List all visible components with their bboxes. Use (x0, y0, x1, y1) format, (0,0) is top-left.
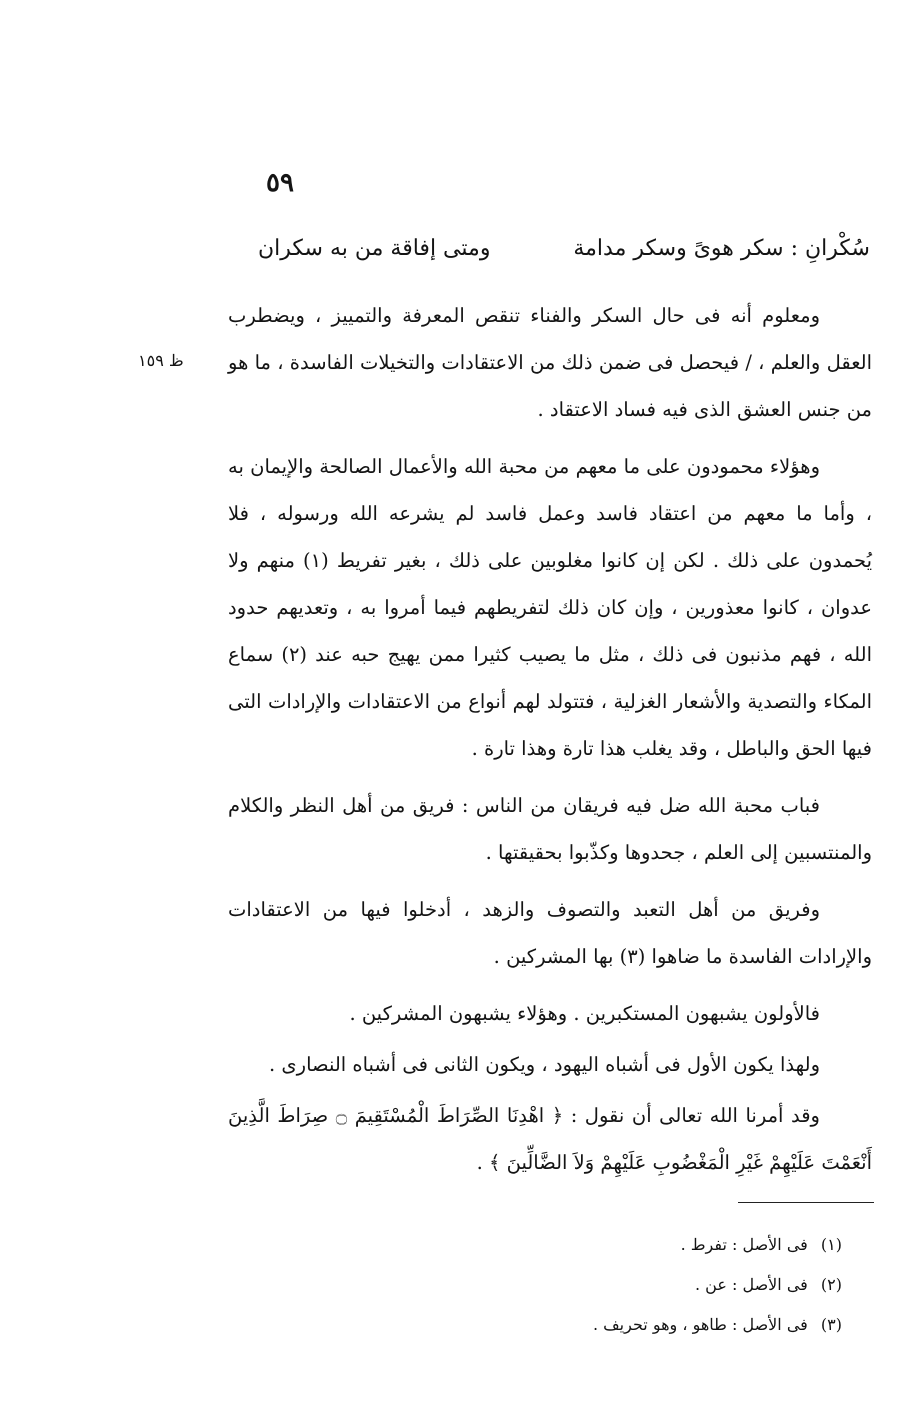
footnotes (300, 1228, 842, 1348)
paragraph: وقد أمرنا الله تعالى أن نقول : ﴿ اهْدِنَا الصِّرَاطَ الْمُسْتَقِيمَ ۝ صِرَاطَ الَّذِينَ أَنْعَمْتَ عَلَيْهِمْ غَيْرِ الْمَغْضُوبِ عَلَيْهِمْ وَلاَ الضَّالِّينَ ﴾ . (228, 1104, 872, 1174)
footnote-number: (٢) (820, 1275, 842, 1294)
footnote (300, 1268, 842, 1308)
paragraph: فالأولون يشبهون المستكبرين . وهؤلاء يشبهون المشركين . (349, 1002, 820, 1025)
paragraph: ومعلوم أنه فى حال السكر والفناء تنقص المعرفة والتمييز ، ويضطرب العقل والعلم ، / فيحصل فى ضمن ذلك من الاعتقادات والتخيلات الفاسدة ، ما هو من جنس العشق الذى فيه فساد الاعتقاد . (228, 304, 872, 421)
paragraph: ولهذا يكون الأول فى أشباه اليهود ، ويكون الثانى فى أشباه النصارى . (269, 1053, 820, 1076)
footnote-text: فى الأصل : عن . (695, 1275, 808, 1294)
footnote (300, 1308, 842, 1348)
footnote (300, 1228, 842, 1268)
footnote-text: فى الأصل : طاهو ، وهو تحريف . (592, 1315, 808, 1334)
footnote-text: فى الأصل : تفرط . (680, 1235, 808, 1254)
paragraph: وفريق من أهل التعبد والتصوف والزهد ، أدخلوا فيها من الاعتقادات والإرادات الفاسدة ما ضاهوا (٣) بها المشركين . (228, 898, 872, 968)
poetry-verse (240, 236, 870, 276)
main-text (228, 292, 872, 1196)
paragraph: وهؤلاء محمودون على ما معهم من محبة الله والأعمال الصالحة والإيمان به ، وأما ما معهم من اعتقاد فاسد وعمل فاسد لم يشرعه الله ورسوله ، فلا يُحمدون على ذلك . لكن إن كانوا مغلوبين على ذلك ، بغير تفريط (١) منهم ولا عدوان ، كانوا معذورين ، وإن كان ذلك لتفريطهم فيما أمروا به ، وتعديهم حدود الله ، فهم مذنبون فى ذلك ، مثل ما يصيب كثيرا ممن يهيج حبه عند (٢) سماع المكاء والتصدية والأشعار الغزلية ، فتتولد لهم أنواع من الاعتقادات والإرادات التى فيها الحق والباطل ، وقد يغلب هذا تارة وهذا تارة . (228, 455, 872, 760)
footnote-divider (738, 1202, 874, 1203)
verse-second-hemistich: ومتى إفاقة من به سكران (258, 236, 491, 261)
paragraph: فباب محبة الله ضل فيه فريقان من الناس : فريق من أهل النظر والكلام والمنتسبين إلى العلم ، جحدوها وكذّبوا بحقيقتها . (228, 794, 872, 864)
page-number: ٥٩ (266, 168, 294, 198)
footnote-number: (٣) (820, 1315, 842, 1334)
verse-first-hemistich: سُكْرانِ : سكر هوىً وسكر مدامة (573, 236, 870, 261)
footnote-number: (١) (820, 1235, 842, 1254)
manuscript-folio-note: ظ ١٥٩ (138, 351, 184, 370)
